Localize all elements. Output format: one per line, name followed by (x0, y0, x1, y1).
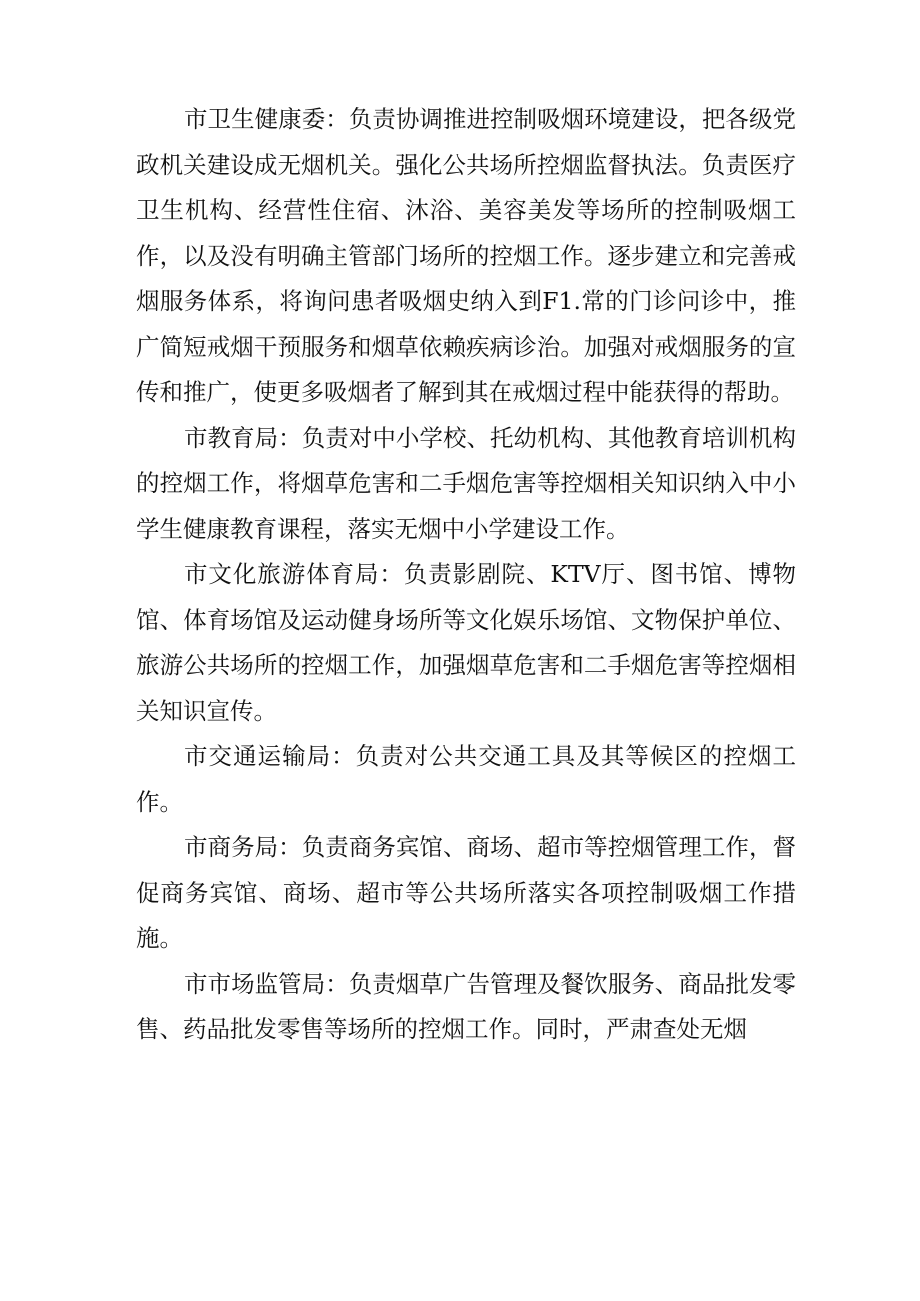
paragraph-culture-tourism-sports-bureau: 市文化旅游体育局：负责影剧院、KTV厅、图书馆、博物馆、体育场馆及运动健身场所等文化娱乐场馆、文物保护单位、旅游公共场所的控烟工作，加强烟草危害和二手烟危害等控烟相关知识宣传。 (136, 560, 796, 725)
paragraph-market-supervision-bureau: 市市场监管局：负责烟草广告管理及餐饮服务、商品批发零售、药品批发零售等场所的控烟工作。同时，严肃查处无烟 (136, 969, 796, 1043)
paragraph-education-bureau: 市教育局：负责对中小学校、托幼机构、其他教育培训机构的控烟工作，将烟草危害和二手烟危害等控烟相关知识纳入中小学生健康教育课程，落实无烟中小学建设工作。 (136, 423, 796, 543)
paragraph-health-commission: 市卫生健康委：负责协调推进控制吸烟环境建设，把各级党政机关建设成无烟机关。强化公共场所控烟监督执法。负责医疗卫生机构、经营性住宿、沐浴、美容美发等场所的控制吸烟工作，以及没有明确主管部门场所的控烟工作。逐步建立和完善戒烟服务体系，将询问患者吸烟史纳入到F1.常的门诊问诊中，推广简短戒烟干预服务和烟草依赖疾病诊治。加强对戒烟服务的宣传和推广，使更多吸烟者了解到其在戒烟过程中能获得的帮助。 (136, 105, 796, 406)
paragraph-transport-bureau: 市交通运输局：负责对公共交通工具及其等候区的控烟工作。 (136, 742, 796, 816)
document-body (136, 97, 796, 1053)
paragraph-commerce-bureau: 市商务局：负责商务宾馆、商场、超市等控烟管理工作，督促商务宾馆、商场、超市等公共场所落实各项控制吸烟工作措施。 (136, 833, 796, 952)
